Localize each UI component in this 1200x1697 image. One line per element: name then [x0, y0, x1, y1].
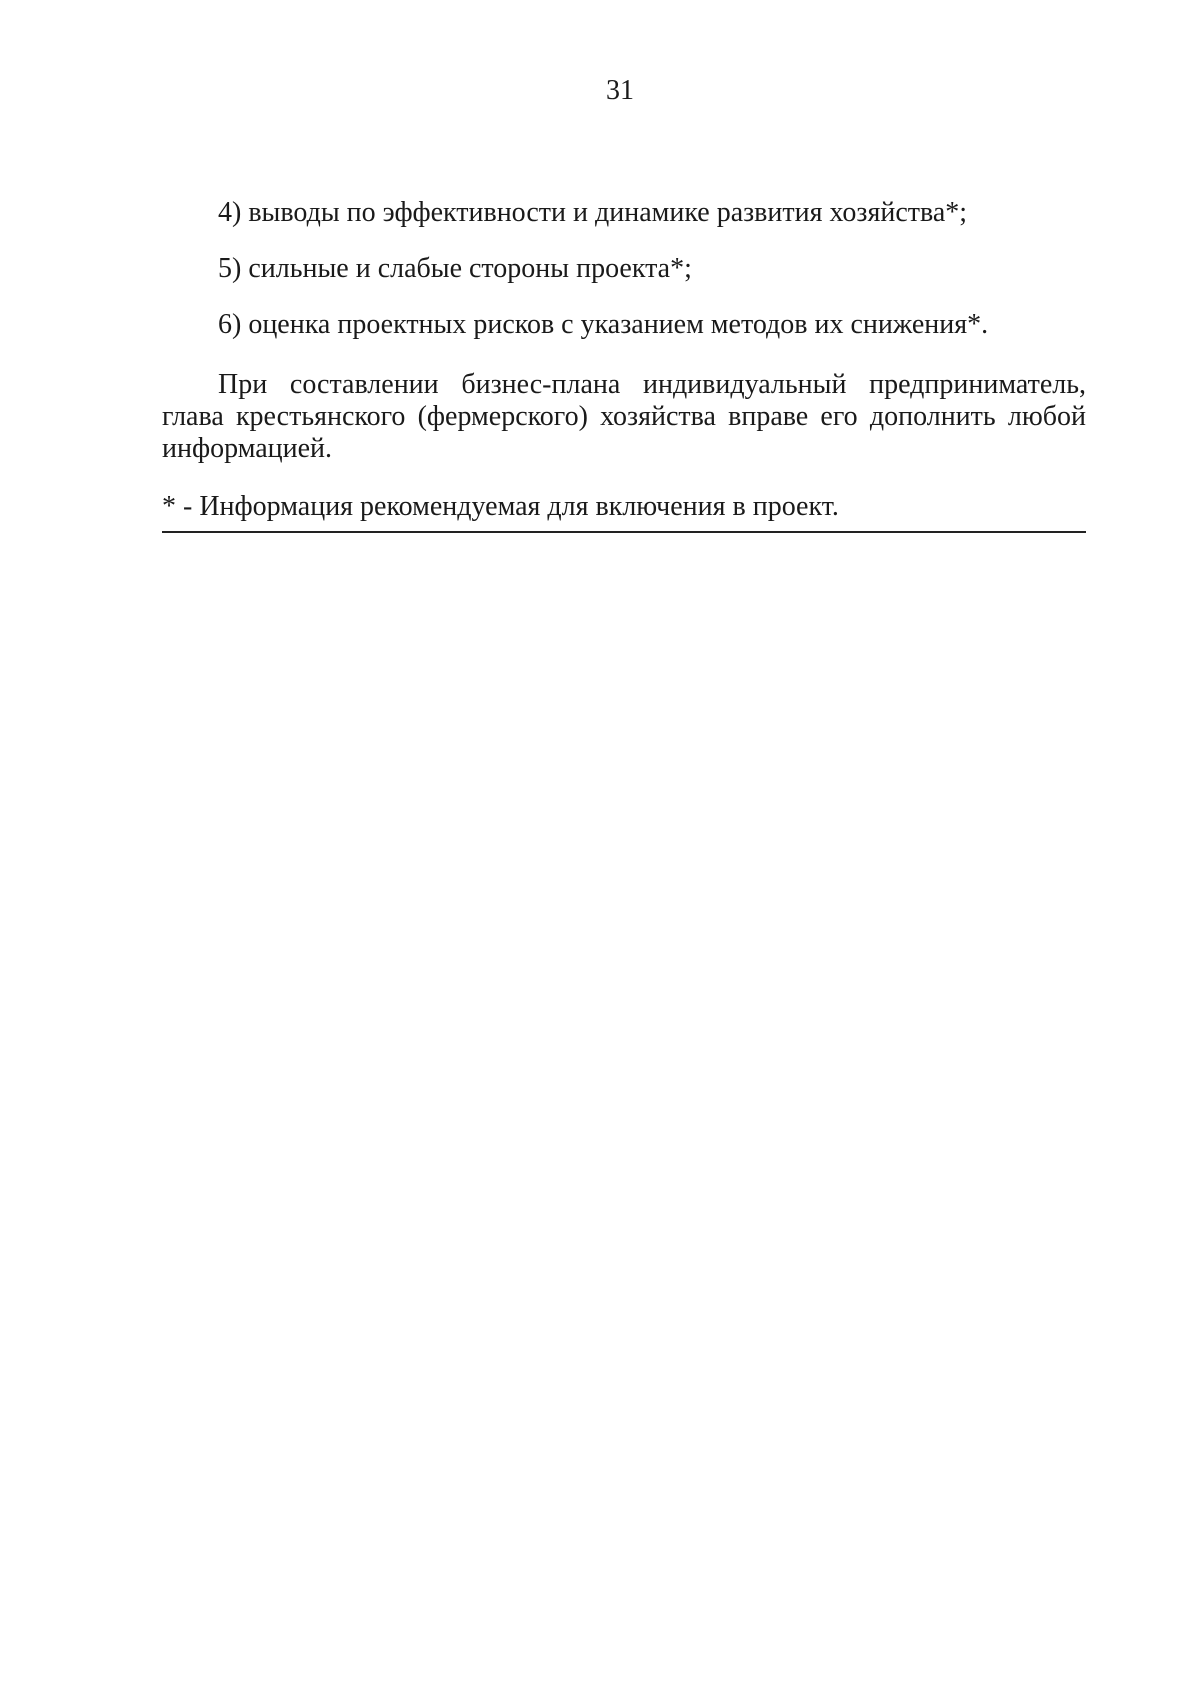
list-item: 5) сильные и слабые стороны проекта*;	[218, 253, 692, 284]
page-number: 31	[606, 75, 634, 106]
list-item: 6) оценка проектных рисков с указанием методов их снижения*.	[218, 309, 989, 340]
body-paragraph: При составлении бизнес-плана индивидуальный предприниматель, глава крестьянского (фермерского) хозяйства вправе его дополнить любой информацией.	[162, 369, 1086, 464]
page-content	[162, 197, 1086, 533]
footnote: * - Информация рекомендуемая для включения в проект.	[162, 491, 1086, 533]
list-item: 4) выводы по эффективности и динамике развития хозяйства*;	[218, 197, 968, 228]
